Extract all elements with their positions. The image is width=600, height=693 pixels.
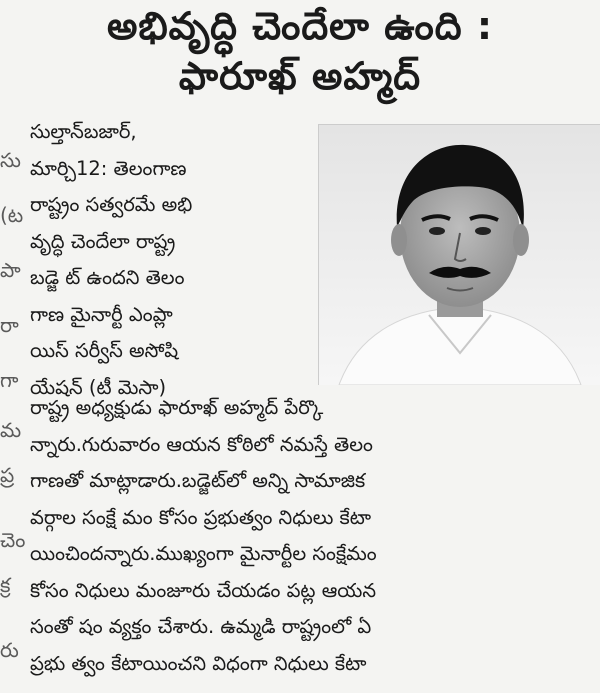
article-line: గాణ మైనార్టీ ఎంప్లా: [30, 302, 173, 326]
gutter-fragment: రా: [0, 313, 19, 337]
article-line: సంతో షం వ్యక్తం చేశారు. ఉమ్మడి రాష్ట్రంలో ఏ: [30, 615, 372, 638]
gutter-fragment: మ: [0, 418, 22, 442]
portrait-illustration: [319, 125, 600, 385]
gutter-fragment: చెం: [0, 528, 26, 552]
article-line: మార్చి12: తెలంగాణ: [30, 156, 187, 180]
article-line: బడ్జె ట్ ఉందని తెలం: [30, 266, 185, 289]
article-line: న్నారు.గురువారం ఆయన కోఠిలో నమస్తే తెలం: [30, 432, 373, 456]
gutter-fragment: సు: [0, 148, 21, 172]
left-gutter-column-fragment: [0, 118, 30, 693]
gutter-fragment: రు: [0, 638, 19, 662]
gutter-fragment: పా: [0, 258, 21, 282]
headline-line-1: అభివృద్ధి చెందేలా ఉంది :: [106, 4, 494, 48]
article-line: ప్రభు త్వం కేటాయించని విధంగా నిధులు కేటా: [30, 651, 367, 675]
article-full-width-block: [30, 390, 600, 682]
article-line: వృద్ధి చెందేలా రాష్ట్ర: [30, 229, 176, 253]
article-line: రాష్ట్రం సత్వరమే అభి: [30, 193, 193, 216]
article-line: యించిందన్నారు.ముఖ్యంగా మైనార్టీల సంక్షేమం: [30, 542, 377, 565]
gutter-fragment: (ట: [0, 203, 24, 227]
article-line: సుల్తాన్‌బజార్,: [30, 120, 137, 143]
article-line: వర్గాల సంక్షే మం కోసం ప్రభుత్వం నిధులు కేటా: [30, 505, 372, 529]
article-line: రాష్ట్ర అధ్యక్షుడు ఫారూఖ్ అహ్మద్ పేర్కొ: [30, 396, 324, 419]
gutter-fragment: క్ర: [0, 573, 11, 597]
gutter-fragment: ప్ర: [0, 463, 15, 487]
article-line: కోసం నిధులు మంజూరు చేయడం పట్ల ఆయన: [30, 578, 377, 602]
portrait-photo: [318, 124, 600, 385]
article-narrow-column: [30, 114, 310, 406]
gutter-fragment: గా: [0, 368, 19, 392]
article-line: యిస్ సర్వీస్ అసోషి: [30, 339, 179, 362]
article-line: యేషన్ (టీ మెసా): [30, 375, 167, 399]
headline-line-2: ఫారూఖ్ అహ్మద్: [178, 54, 422, 98]
article-line: గాణతో మాట్లాడారు.బడ్జెట్‌లో అన్ని సామాజిక: [30, 469, 366, 492]
